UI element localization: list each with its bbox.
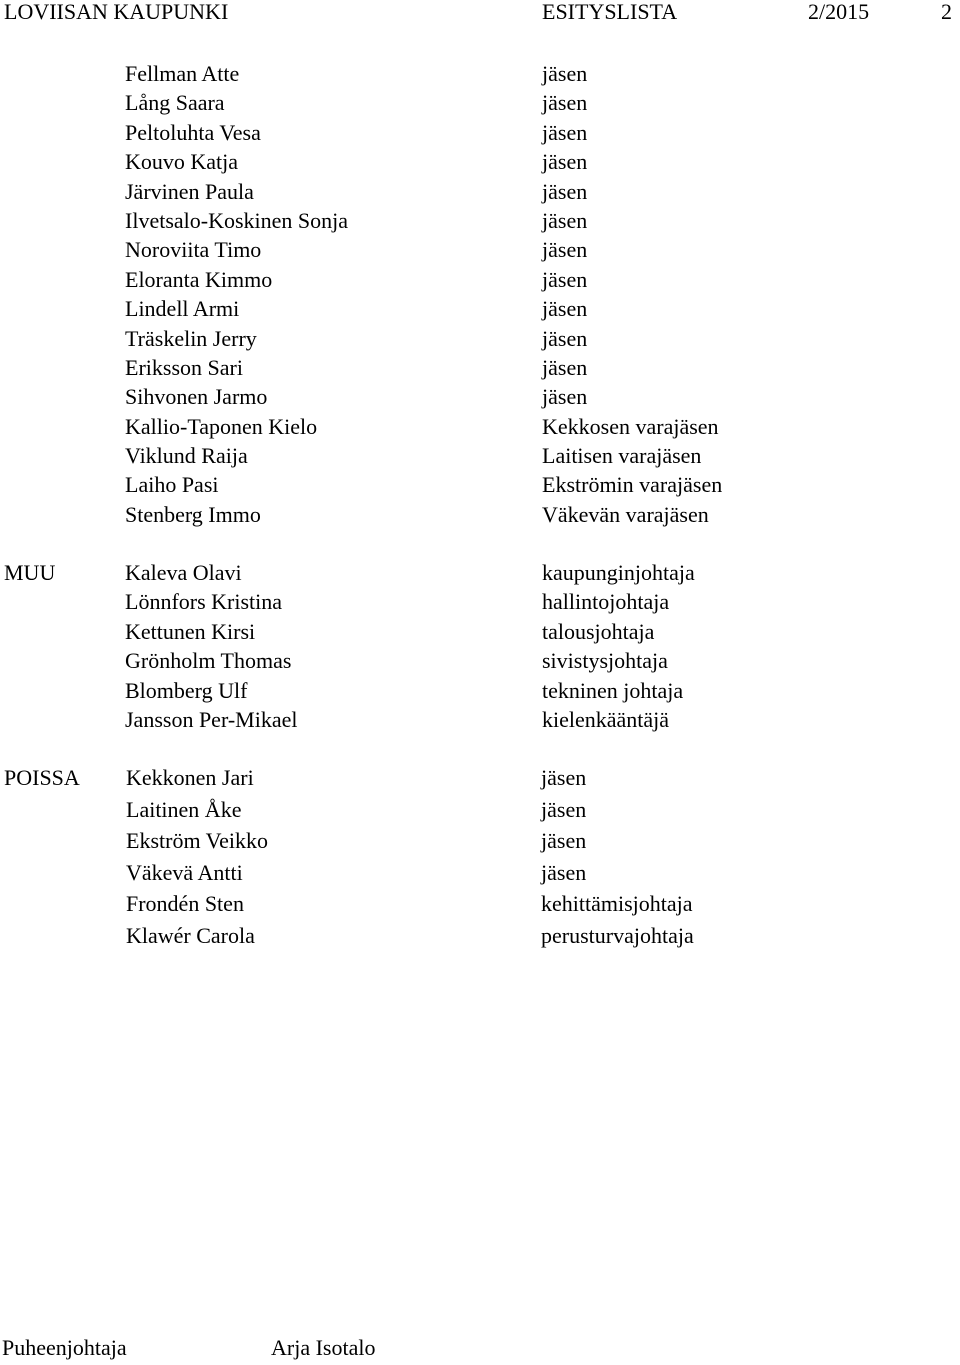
member-role: jäsen	[542, 325, 588, 351]
person-title: perusturvajohtaja	[541, 922, 694, 948]
member-name: Eloranta Kimmo	[125, 266, 273, 292]
person-name: Jansson Per-Mikael	[125, 706, 298, 732]
person-name: Lönnfors Kristina	[125, 589, 283, 615]
member-role: jäsen	[542, 266, 588, 292]
member-role: jäsen	[542, 119, 588, 145]
chairperson-name: Arja Isotalo	[271, 1335, 376, 1360]
member-role: Kekkosen varajäsen	[542, 413, 719, 439]
member-row	[0, 121, 960, 150]
member-role: jäsen	[542, 90, 588, 116]
member-row	[0, 62, 960, 91]
member-row	[0, 473, 960, 502]
person-title: jäsen	[541, 859, 587, 885]
absent-section	[0, 766, 960, 955]
member-row	[0, 415, 960, 444]
member-role: jäsen	[542, 354, 588, 380]
others-section	[0, 561, 960, 737]
member-row	[0, 385, 960, 414]
absent-row	[0, 924, 960, 956]
member-name: Viklund Raija	[125, 443, 248, 469]
person-title: talousjohtaja	[542, 618, 655, 644]
member-name: Järvinen Paula	[125, 178, 254, 204]
others-row	[0, 590, 960, 619]
others-row	[0, 708, 960, 737]
absent-row	[0, 798, 960, 830]
others-row	[0, 561, 960, 590]
person-title: tekninen johtaja	[542, 677, 684, 703]
member-role: jäsen	[542, 178, 588, 204]
member-role: Laitisen varajäsen	[542, 443, 702, 469]
member-row	[0, 356, 960, 385]
person-title: kehittämisjohtaja	[541, 891, 693, 916]
organization-name: LOVIISAN KAUPUNKI	[4, 0, 229, 24]
member-name: Lång Saara	[125, 90, 225, 116]
absent-row	[0, 829, 960, 861]
member-role: jäsen	[542, 149, 588, 175]
member-role: Ekströmin varajäsen	[542, 472, 723, 498]
member-role: jäsen	[542, 384, 588, 410]
person-title: kielenkääntäjä	[542, 706, 670, 732]
page-number: 2	[941, 0, 952, 24]
meeting-number: 2/2015	[808, 0, 870, 24]
absent-row	[0, 766, 960, 798]
others-row	[0, 620, 960, 649]
member-role: jäsen	[542, 61, 588, 86]
chairperson-label: Puheenjohtaja	[2, 1335, 127, 1360]
member-row	[0, 180, 960, 209]
member-name: Sihvonen Jarmo	[125, 384, 268, 410]
person-name: Kekkonen Jari	[126, 765, 254, 790]
person-title: hallintojohtaja	[542, 589, 670, 615]
person-name: Grönholm Thomas	[125, 648, 292, 674]
member-name: Lindell Armi	[125, 296, 240, 322]
member-name: Kouvo Katja	[125, 149, 239, 175]
member-name: Stenberg Immo	[125, 501, 261, 527]
person-title: kaupunginjohtaja	[542, 560, 695, 585]
person-name: Kettunen Kirsi	[125, 618, 256, 644]
member-name: Kallio-Taponen Kielo	[125, 413, 318, 439]
person-name: Laitinen Åke	[126, 796, 242, 822]
member-row	[0, 238, 960, 267]
absent-row	[0, 861, 960, 893]
member-name: Noroviita Timo	[125, 237, 262, 263]
member-row	[0, 91, 960, 120]
person-name: Blomberg Ulf	[125, 677, 248, 703]
others-row	[0, 679, 960, 708]
person-name: Kaleva Olavi	[125, 560, 242, 585]
person-name: Klawér Carola	[126, 922, 255, 948]
member-row	[0, 444, 960, 473]
member-name: Laiho Pasi	[125, 472, 219, 498]
member-name: Fellman Atte	[125, 61, 240, 86]
member-name: Ilvetsalo-Koskinen Sonja	[125, 207, 349, 233]
member-row	[0, 327, 960, 356]
person-title: jäsen	[541, 765, 587, 790]
person-name: Ekström Veikko	[126, 828, 268, 853]
person-name: Väkevä Antti	[126, 859, 243, 885]
member-row	[0, 150, 960, 179]
person-title: sivistysjohtaja	[542, 648, 668, 674]
absent-row	[0, 892, 960, 924]
section-label-absent: POISSA	[4, 765, 80, 790]
section-label-others: MUU	[4, 560, 56, 585]
member-row	[0, 268, 960, 297]
document-type: ESITYSLISTA	[542, 0, 678, 24]
member-row	[0, 209, 960, 238]
person-title: jäsen	[541, 796, 587, 822]
member-role: jäsen	[542, 296, 588, 322]
members-list	[0, 62, 960, 532]
member-row	[0, 503, 960, 532]
member-name: Träskelin Jerry	[125, 325, 257, 351]
member-role: jäsen	[542, 207, 588, 233]
member-role: Väkevän varajäsen	[542, 501, 709, 527]
others-row	[0, 649, 960, 678]
member-role: jäsen	[542, 237, 588, 263]
person-title: jäsen	[541, 828, 587, 853]
member-name: Peltoluhta Vesa	[125, 119, 261, 145]
person-name: Frondén Sten	[126, 891, 244, 916]
member-name: Eriksson Sari	[125, 354, 243, 380]
member-row	[0, 297, 960, 326]
